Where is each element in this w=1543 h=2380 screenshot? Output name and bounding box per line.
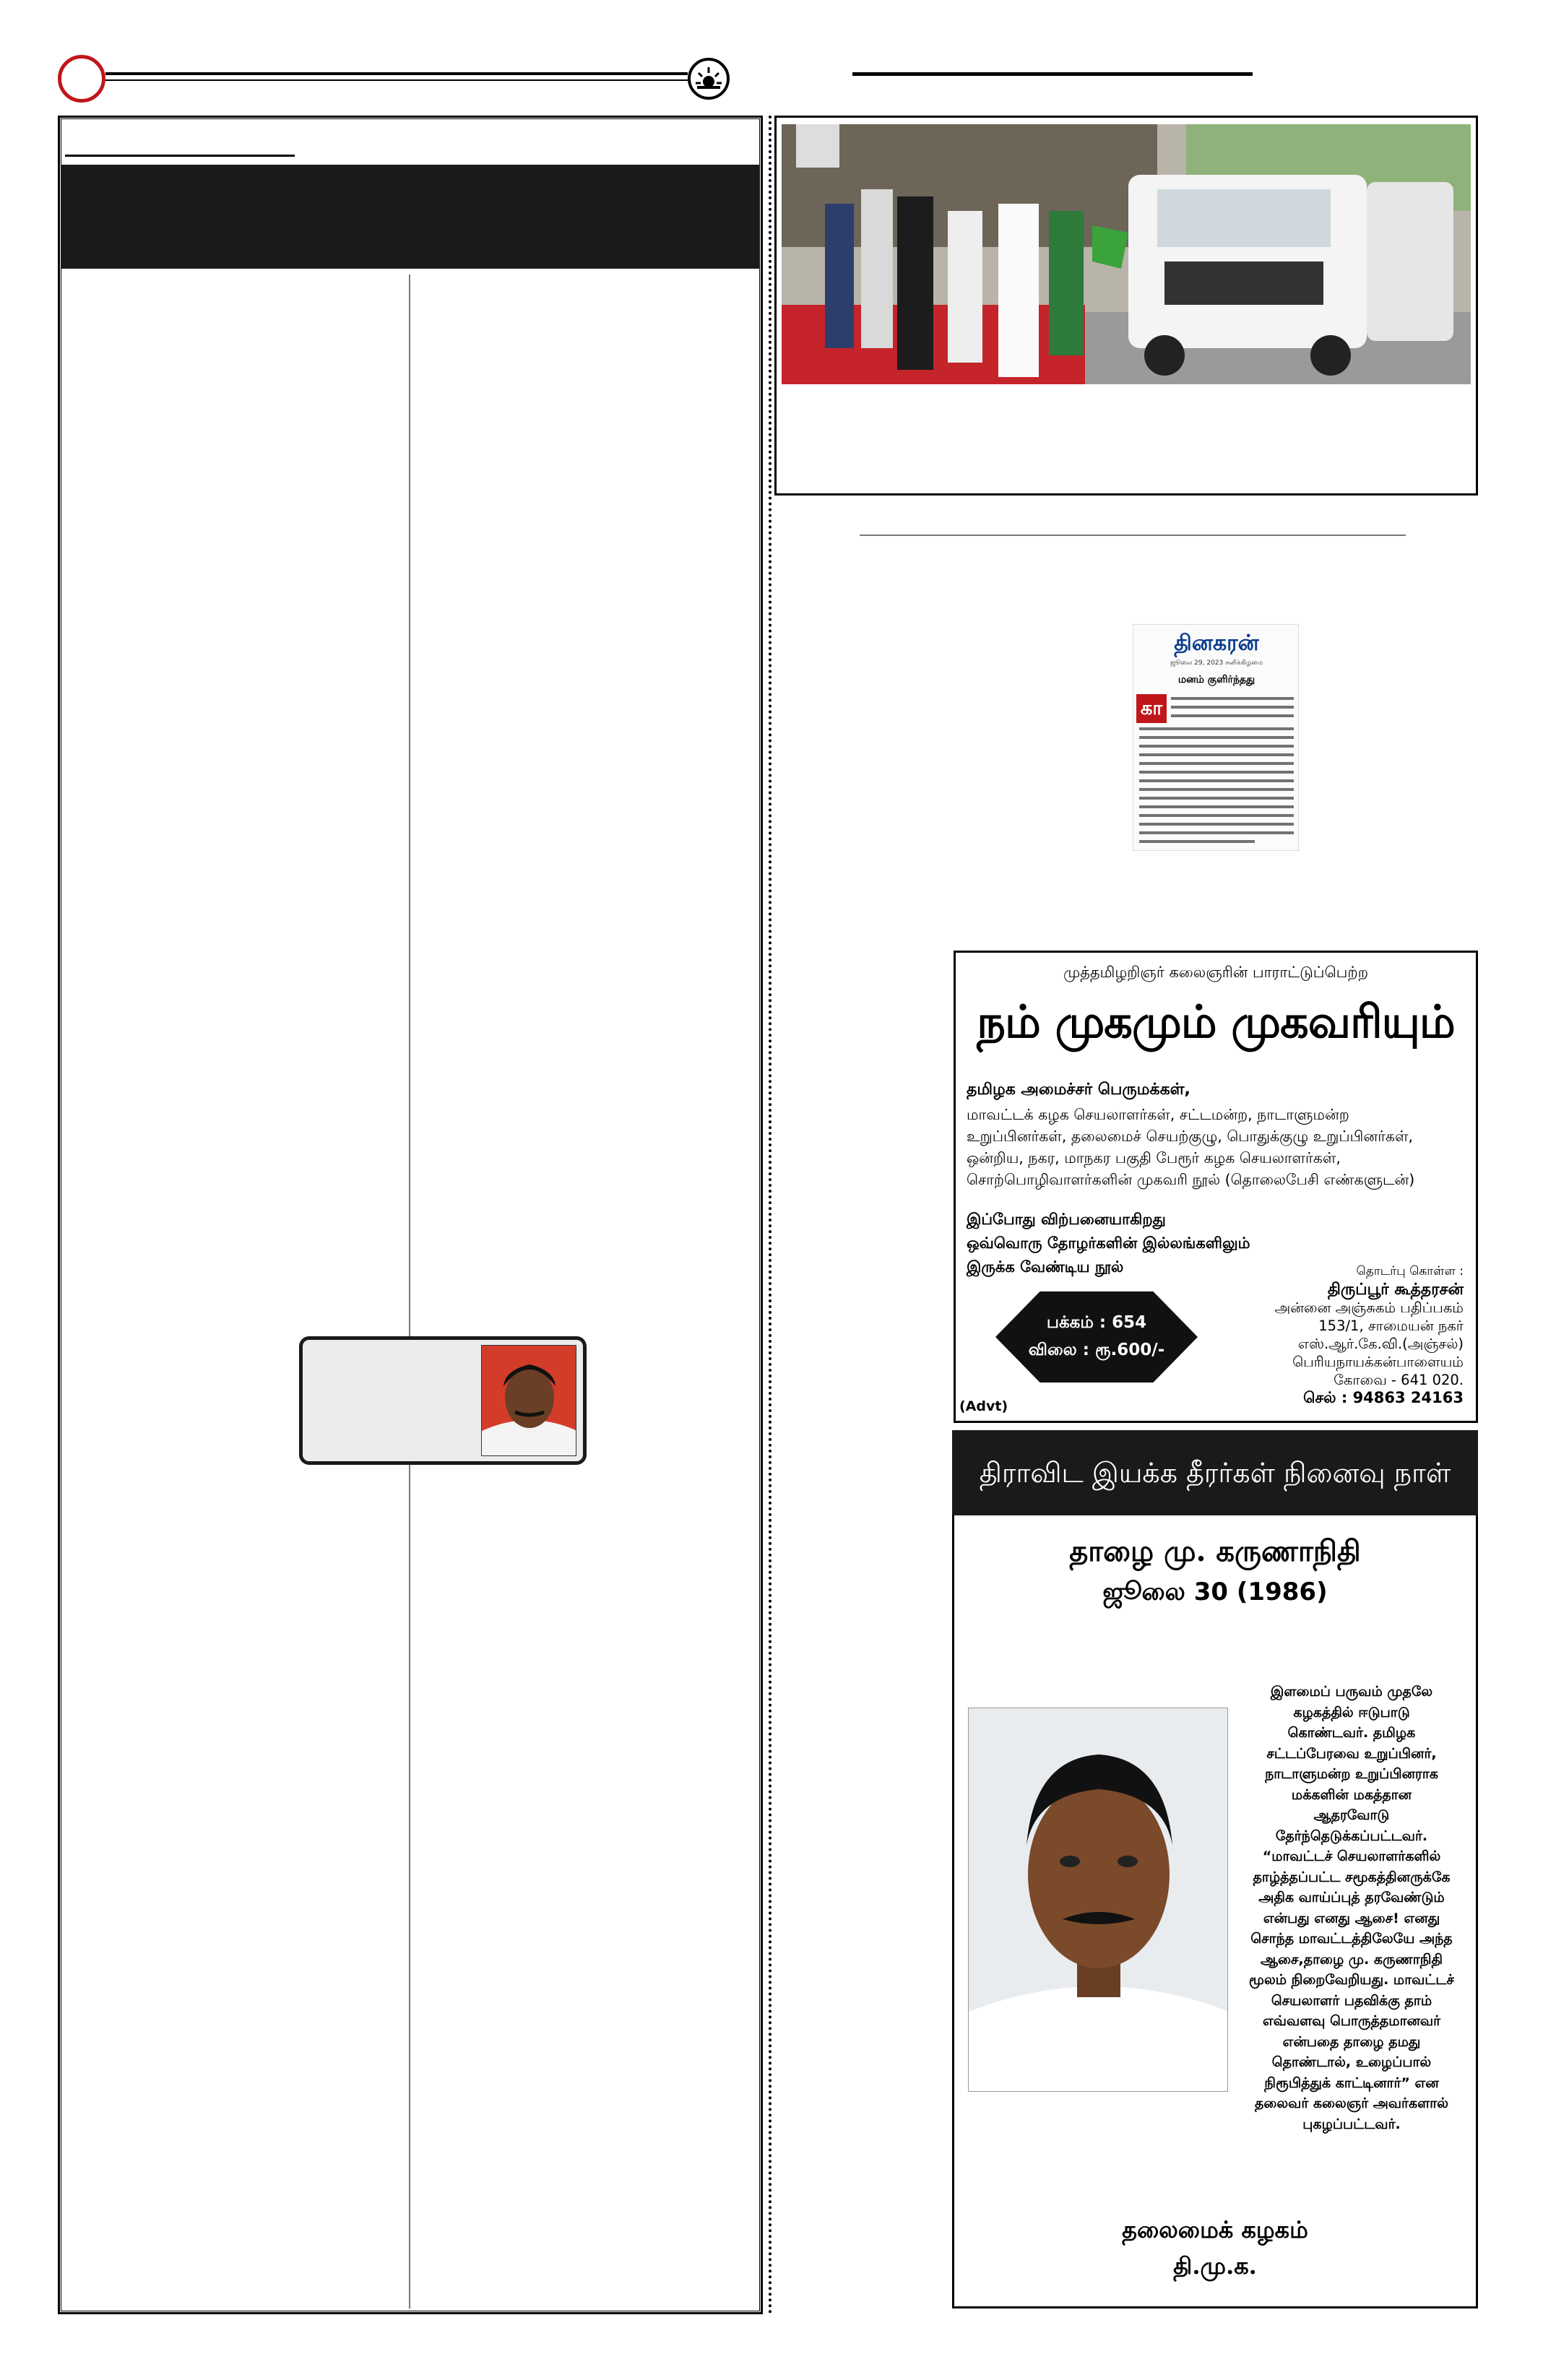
clipping-text-line bbox=[1139, 788, 1294, 791]
clipping-text-line bbox=[1139, 797, 1294, 800]
flag-off-ceremony-photo-icon bbox=[782, 124, 1471, 384]
ad-contact-line: 153/1, சாமையன் நகர் bbox=[1318, 1317, 1464, 1334]
tribute-line: அதிக வாய்ப்புத் தரவேண்டும் bbox=[1258, 1890, 1445, 1905]
tribute-line: ஆசை,தாழை மு. கருணாநிதி bbox=[1260, 1951, 1443, 1968]
clipping-text-line bbox=[1139, 840, 1255, 843]
rising-sun-emblem-icon bbox=[688, 58, 730, 100]
clipping-drop-cap: கா bbox=[1136, 694, 1167, 723]
tribute-line: சட்டப்பேரவை உறுப்பினர், bbox=[1266, 1745, 1437, 1762]
ad-description bbox=[967, 1104, 1472, 1190]
memorial-footer-office: தலைமைக் கழகம் bbox=[1122, 2216, 1308, 2243]
ad-advt-label: (Advt) bbox=[959, 1398, 1008, 1414]
ad-contact-line: அன்னை அஞ்சுகம் பதிப்பகம் bbox=[1274, 1299, 1464, 1316]
page-marker-circle bbox=[58, 55, 105, 103]
tribute-line: தலைவர் கலைஞர் அவர்களால் bbox=[1255, 2095, 1448, 2111]
ad-contact-block bbox=[1214, 1263, 1464, 1407]
clipping-text-line bbox=[1139, 727, 1294, 730]
tribute-line: “மாவட்டச் செயலாளர்களில் bbox=[1262, 1848, 1441, 1864]
tribute-line: கொண்டவர். தமிழக bbox=[1287, 1725, 1416, 1741]
newspaper-clipping bbox=[1133, 624, 1299, 851]
clipping-text-line bbox=[1139, 736, 1294, 739]
clipping-text-line bbox=[1139, 831, 1294, 834]
clipping-text-line bbox=[1139, 771, 1294, 774]
tribute-line: தொண்டால், உழைப்பால் bbox=[1271, 2054, 1432, 2070]
clipping-text-line bbox=[1139, 753, 1294, 756]
ad-contact-line: கோவை - 641 020. bbox=[1334, 1372, 1464, 1388]
ad-contact-name: திருப்பூர் கூத்தரசன் bbox=[1327, 1281, 1464, 1299]
column-separator bbox=[769, 116, 772, 2316]
clipping-text-line bbox=[1139, 762, 1294, 765]
memorial-tribute-text bbox=[1237, 1682, 1466, 2134]
tribute-line: என்பது எனது ஆசை! எனது bbox=[1263, 1910, 1440, 1926]
clipping-text-line bbox=[1171, 714, 1294, 717]
memorial-banner: திராவிட இயக்க தீரர்கள் நினைவு நாள் bbox=[952, 1430, 1478, 1515]
clipping-text-line bbox=[1139, 779, 1294, 782]
clipping-text-line bbox=[1139, 814, 1294, 817]
ad-description-line: உறுப்பினர்கள், தலைமைச் செயற்குழு, பொதுக்குழு உறுப்பினர்கள், bbox=[967, 1128, 1414, 1145]
tribute-line: புகழப்பட்டவர். bbox=[1302, 2116, 1401, 2132]
memorial-footer-party: தி.மு.க. bbox=[1173, 2252, 1257, 2280]
ad-book-title: நம் முகமும் முகவரியும் bbox=[977, 995, 1455, 1048]
clipping-text-line bbox=[1139, 823, 1294, 826]
section-rule bbox=[860, 535, 1406, 536]
tribute-line: தாழ்த்தப்பட்ட சமூகத்தினருக்கே bbox=[1253, 1869, 1451, 1885]
tribute-line: மக்களின் மகத்தான bbox=[1291, 1786, 1412, 1803]
portrait-photo-icon bbox=[481, 1345, 576, 1456]
header-rule-right bbox=[852, 72, 1253, 76]
clipping-text-line bbox=[1139, 805, 1294, 808]
ad-tagline: முத்தமிழறிஞர் கலைஞரின் பாராட்டுப்பெற்ற bbox=[1063, 964, 1369, 981]
header-rule bbox=[105, 72, 688, 75]
ad-lead: தமிழக அமைச்சர் பெருமக்கள், bbox=[967, 1081, 1190, 1099]
tribute-line: நிரூபித்துக் காட்டினார்” என bbox=[1264, 2074, 1439, 2091]
tribute-line: எவ்வளவு பொருத்தமானவர் bbox=[1262, 2013, 1441, 2029]
ad-description-line: சொற்பொழிவாளர்களின் முகவரி நூல் (தொலைபேசி எண்களுடன்) bbox=[967, 1171, 1415, 1188]
clipping-date: ஜூலை 29, 2023 சனிக்கிழமை bbox=[1170, 659, 1263, 667]
ad-contact-line: பெரியநாயக்கன்பாளையம் bbox=[1292, 1354, 1464, 1370]
tribute-line: சொந்த மாவட்டத்திலேயே அந்த bbox=[1250, 1931, 1453, 1947]
tribute-line: என்பதை தாழை தமது bbox=[1282, 2033, 1421, 2050]
ad-price: விலை : ரூ.600/- bbox=[1028, 1341, 1165, 1359]
ad-sale-line: ஒவ்வொரு தோழர்களின் இல்லங்களிலும் bbox=[967, 1234, 1250, 1252]
tribute-line: தேர்ந்தெடுக்கப்பட்டவர். bbox=[1275, 1827, 1428, 1844]
headline-bar bbox=[61, 165, 760, 269]
ad-description-line: மாவட்டக் கழக செயலாளர்கள், சட்டமன்ற, நாடாளுமன்ற bbox=[967, 1106, 1349, 1123]
kicker-rule bbox=[65, 155, 295, 157]
ad-contact-label: தொடர்பு கொள்ள : bbox=[1356, 1264, 1464, 1278]
tribute-line: கழகத்தில் ஈடுபாடு bbox=[1293, 1704, 1410, 1721]
memorial-portrait-icon bbox=[968, 1708, 1228, 2092]
tribute-line: இளமைப் பருவம் முதலே bbox=[1270, 1684, 1433, 1700]
left-article-inner-frame bbox=[61, 118, 760, 2311]
tribute-line: செயலாளர் பதவிக்கு தாம் bbox=[1271, 1992, 1432, 2009]
clipping-text-line bbox=[1171, 706, 1294, 709]
memorial-name: தாழை மு. கருணாநிதி bbox=[1069, 1534, 1361, 1568]
clipping-text-line bbox=[1171, 697, 1294, 700]
ad-contact-line: எஸ்.ஆர்.கே.வி.(அஞ்சல்) bbox=[1297, 1336, 1464, 1352]
memorial-date: ஜூலை 30 (1986) bbox=[1102, 1578, 1328, 1606]
tribute-line: நாடாளுமன்ற உறுப்பினராக bbox=[1265, 1766, 1438, 1782]
clipping-masthead: தினகரன் bbox=[1174, 631, 1259, 656]
column-divider bbox=[409, 274, 410, 2308]
ad-phone: செல் : 94863 24163 bbox=[1303, 1389, 1464, 1406]
ad-sale-line: இருக்க வேண்டிய நூல் bbox=[967, 1258, 1124, 1276]
ad-sale-line: இப்போது விற்பனையாகிறது bbox=[967, 1211, 1166, 1228]
tribute-line: ஆதரவோடு bbox=[1313, 1807, 1390, 1823]
ad-description-line: ஒன்றிய, நகர, மாநகர பகுதி பேரூர் கழக செயலாளர்கள், bbox=[967, 1149, 1341, 1167]
tribute-line: மூலம் நிறைவேறியது. மாவட்டச் bbox=[1248, 1972, 1455, 1988]
ad-pages: பக்கம் : 654 bbox=[1046, 1313, 1147, 1332]
clipping-text-line bbox=[1139, 745, 1294, 748]
clipping-headline: மனம் குளிர்ந்தது bbox=[1177, 674, 1255, 685]
header-rule-thin bbox=[105, 79, 688, 81]
